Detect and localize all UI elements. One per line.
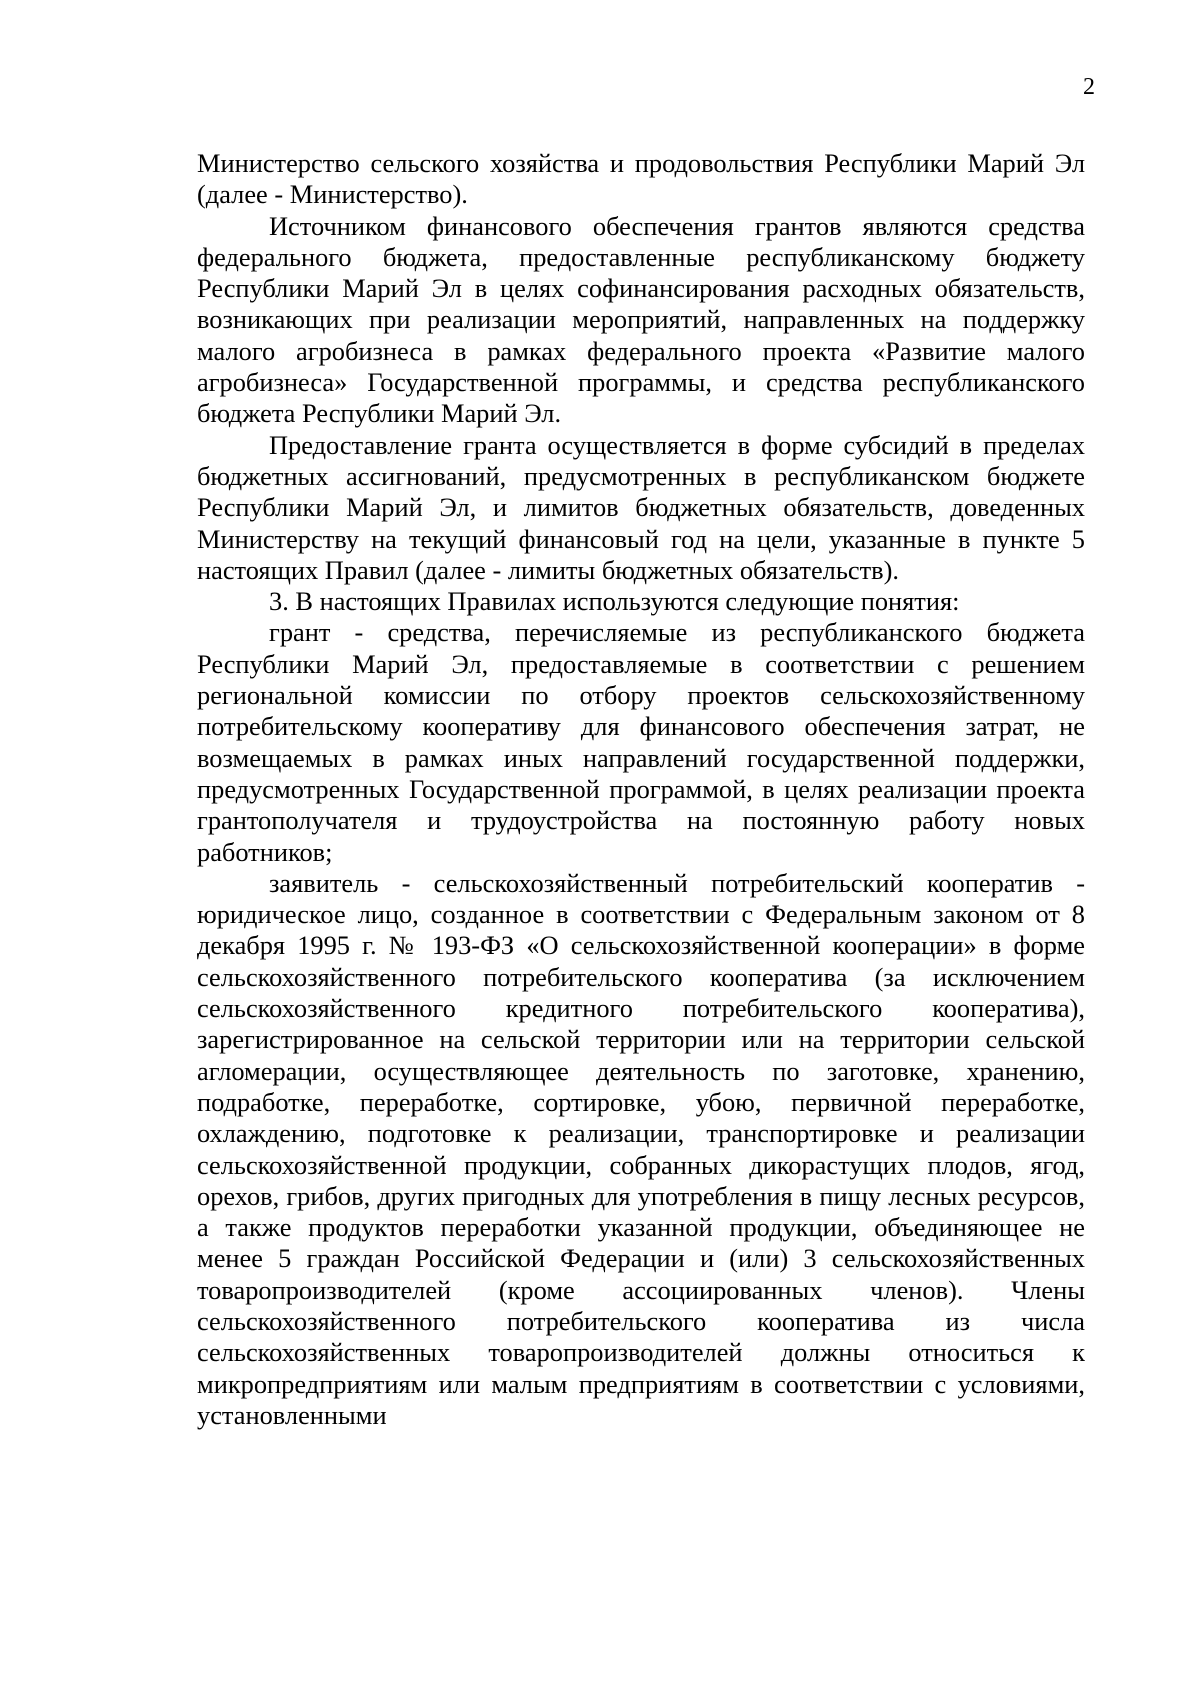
paragraph-ministry: Министерство сельского хозяйства и продовольствия Республики Марий Эл (далее - Министерство). xyxy=(197,148,1085,210)
paragraph-grant-definition: грант - средства, перечисляемые из республиканского бюджета Республики Марий Эл, предоставляемые в соответствии с решением региональной комиссии по отбору проектов сельскохозяйственному потребительскому кооперативу для финансового обеспечения затрат, не возмещаемых в рамках иных направлений государственной поддержки, предусмотренных Государственной программой, в целях реализации проекта грантополучателя и трудоустройства на постоянную работу новых работников; xyxy=(197,617,1085,867)
paragraph-applicant-definition: заявитель - сельскохозяйственный потребительский кооператив - юридическое лицо, созданное в соответствии с Федеральным законом от 8 декабря 1995 г. № 193-ФЗ «О сельскохозяйственной кооперации» в форме сельскохозяйственного потребительского кооператива (за исключением сельскохозяйственного кредитного потребительского кооператива), зарегистрированное на сельской территории или на территории сельской агломерации, осуществляющее деятельность по заготовке, хранению, подработке, переработке, сортировке, убою, первичной переработке, охлаждению, подготовке к реализации, транспортировке и реализации сельскохозяйственной продукции, собранных дикорастущих плодов, ягод, орехов, грибов, других пригодных для употребления в пищу лесных ресурсов, а также продуктов переработки указанной продукции, объединяющее не менее 5 граждан Российской Федерации и (или) 3 сельскохозяйственных товаропроизводителей (кроме ассоциированных членов). Члены сельскохозяйственного потребительского кооператива из числа сельскохозяйственных товаропроизводителей должны относиться к микропредприятиям или малым предприятиям в соответствии с условиями, установленными xyxy=(197,867,1085,1430)
paragraph-funding-source: Источником финансового обеспечения грантов являются средства федерального бюджета, предоставленные республиканскому бюджету Республики Марий Эл в целях софинансирования расходных обязательств, возникающих при реализации мероприятий, направленных на поддержку малого агробизнеса в рамках федерального проекта «Развитие малого агробизнеса» Государственной программы, и средства республиканского бюджета Республики Марий Эл. xyxy=(197,210,1085,429)
document-body xyxy=(197,148,1085,1431)
page-number: 2 xyxy=(1083,74,1095,100)
paragraph-definitions-intro: 3. В настоящих Правилах используются следующие понятия: xyxy=(269,586,960,617)
paragraph-grant-provision: Предоставление гранта осуществляется в форме субсидий в пределах бюджетных ассигнований, предусмотренных в республиканском бюджете Республики Марий Эл, и лимитов бюджетных обязательств, доведенных Министерству на текущий финансовый год на цели, указанные в пункте 5 настоящих Правил (далее - лимиты бюджетных обязательств). xyxy=(197,429,1085,585)
